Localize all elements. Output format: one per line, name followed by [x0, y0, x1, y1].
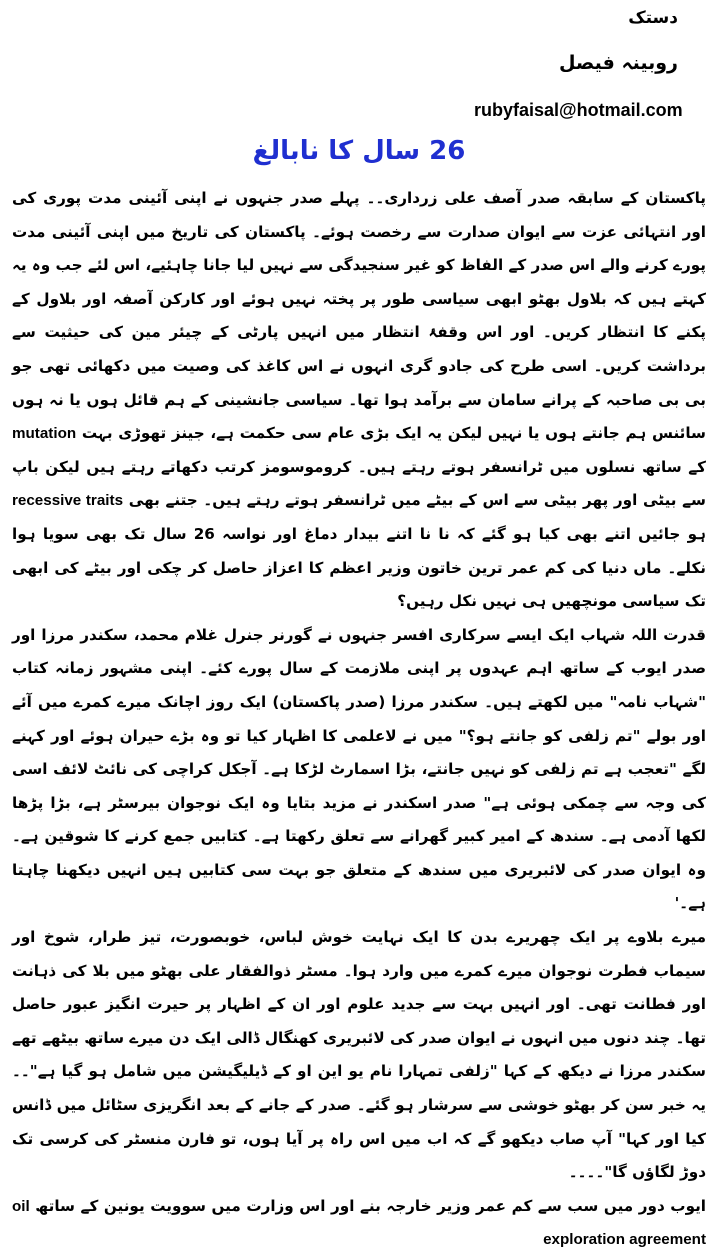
- article-body: [12, 182, 707, 1249]
- english-term: mutation: [12, 425, 77, 443]
- paragraph-2: [12, 619, 706, 921]
- author-name: روبینہ فیصل: [558, 52, 678, 74]
- paragraph-text: ایوب دور میں سب سے کم عمر وزیر خارجہ بنے اور اس وزارت میں سوویت یونین کے ساتھ: [29, 1196, 706, 1215]
- paragraph-text: قدرت اللہ شہاب ایک ایسے سرکاری افسر جنہوں نے گورنر جنرل غلام محمد، سکندر مرزا اور صدر ایوب کے ساتھ اہم عہدوں پر اپنی ملازمت کے سال پورے کئے۔ اپنی مشہور زمانہ کتاب "شہاب نامہ" میں لکھتے ہیں۔ سکندر مرزا (صدر پاکستان) ایک روز اچانک میرے کمرے میں آئے اور بولے "تم زلفی کو جانتے ہو؟" میں نے لاعلمی کا اظہار کیا تو وہ بڑے حیران ہوئے اور کہنے لگے "تعجب ہے تم زلفی کو نہیں جانتے، بڑا اسمارٹ لڑکا ہے۔ آجکل کراچی کی نائٹ لائف اسی کی وجہ سے چمکی ہوئی ہے" صدر اسکندر نے مزید بتایا وہ ایک نوجوان بیرسٹر ہے، بڑا پڑھا لکھا آدمی ہے۔ سندھ کے امیر کبیر گھرانے سے تعلق رکھتا ہے۔ کتابیں جمع کرنے کا شوقین ہے۔ وہ ایوان صدر کی لائبریری میں سندھ کے متعلق جو بہت سی کتابیں ہیں انہیں دیکھنا چاہتا ہے۔': [12, 625, 706, 913]
- paragraph-4: [12, 1190, 706, 1257]
- paragraph-1: [12, 182, 706, 619]
- article-title: 26 سال کا نابالغ: [252, 136, 466, 166]
- english-term: recessive traits: [12, 492, 124, 510]
- paragraph-text: کے ساتھ نسلوں میں ٹرانسفر ہوتے رہتے ہیں۔ کروموسومز کرتب دکھاتے رہتے ہیں لیکن باپ سے بیٹی اور پھر بیٹی سے اس کے بیٹے میں ٹرانسفر ہوتے رہتے ہیں۔ جتنے بھی: [12, 457, 706, 510]
- paragraph-text: پاکستان کے سابقہ صدر آصف علی زرداری۔۔ پہلے صدر جنہوں نے اپنی آئینی مدت پوری کی اور انتہائی عزت سے ایوان صدارت سے رخصت ہوئے۔ پاکستان کی تاریخ میں اپنی آئینی مدت پورے کرنے والے اس صدر کے الفاظ کو غیر سنجیدگی سے نہیں لیا جانا چاہئیے، اس لئے جب وہ یہ کہتے ہیں کہ بلاول بھٹو ابھی سیاسی طور پر پختہ نہیں ہوئے اور کارکن آصفہ اور بلاول کے پکنے کا انتظار کریں۔ اور اس وقفۂ انتظار میں انہیں پارٹی کے چیئر مین کی حیثیت سے برداشت کریں۔ اسی طرح کی جادو گری انہوں نے اس کاغذ کی وصیت میں دکھائی تھی جو بی بی صاحبہ کے پرانے سامان سے برآمد ہوا تھا۔ سیاسی جانشینی کے ہم قائل ہوں یا نہ ہوں سائنس ہم جانتے ہوں یا نہیں لیکن یہ ایک بڑی عام سی حکمت ہے، جینز تھوڑی بہت: [12, 189, 706, 443]
- paragraph-3: [12, 921, 706, 1190]
- column-name: دستک: [628, 8, 678, 28]
- paragraph-text: ہو جائیں اتنے بھی کیا ہو گئے کہ نا نا اتنے بیدار دماغ اور نواسہ 26 سال تک بھی سویا ہوا نکلے۔ ماں دنیا کی کم عمر ترین خاتون وزیر اعظم کا اعزاز حاصل کر چکی اور بیٹے کی ابھی تک سیاسی مونچھیں ہی نہیں نکل رہیں؟: [12, 524, 707, 611]
- english-term: oil exploration agreement: [12, 1197, 706, 1249]
- paragraph-text: میرے بلاوے پر ایک چھریرے بدن کا ایک نہایت خوش لباس، خوبصورت، تیز طرار، شوخ اور سیماب فطرت نوجوان میرے کمرے میں وارد ہوا۔ مسٹر ذوالفقار علی بھٹو میں بلا کی ذہانت اور فطانت تھی۔ اور انہیں بہت سے جدید علوم اور ان کے اظہار پر حیرت انگیز عبور حاصل تھا۔ چند دنوں میں انہوں نے ایوان صدر کی لائبریری کھنگال ڈالی ایک دن میرے ساتھ بیٹھے تھے سکندر مرزا نے دیکھ کے کہا "زلفی تمہارا نام یو این او کے ڈیلیگیشن میں شامل ہو گیا ہے"۔۔ یہ خبر سن کر بھٹو خوشی سے سرشار ہو گئے۔ صدر کے جانے کے بعد انگریزی سٹائل میں ڈانس کیا اور کہا" آپ صاب دیکھو گے کہ اب میں اس راہ پر آیا ہوں، تو فارن منسٹر کی کرسی تک دوڑ لگاؤں گا"۔۔۔۔: [12, 928, 706, 1182]
- author-email: rubyfaisal@hotmail.com: [474, 100, 683, 120]
